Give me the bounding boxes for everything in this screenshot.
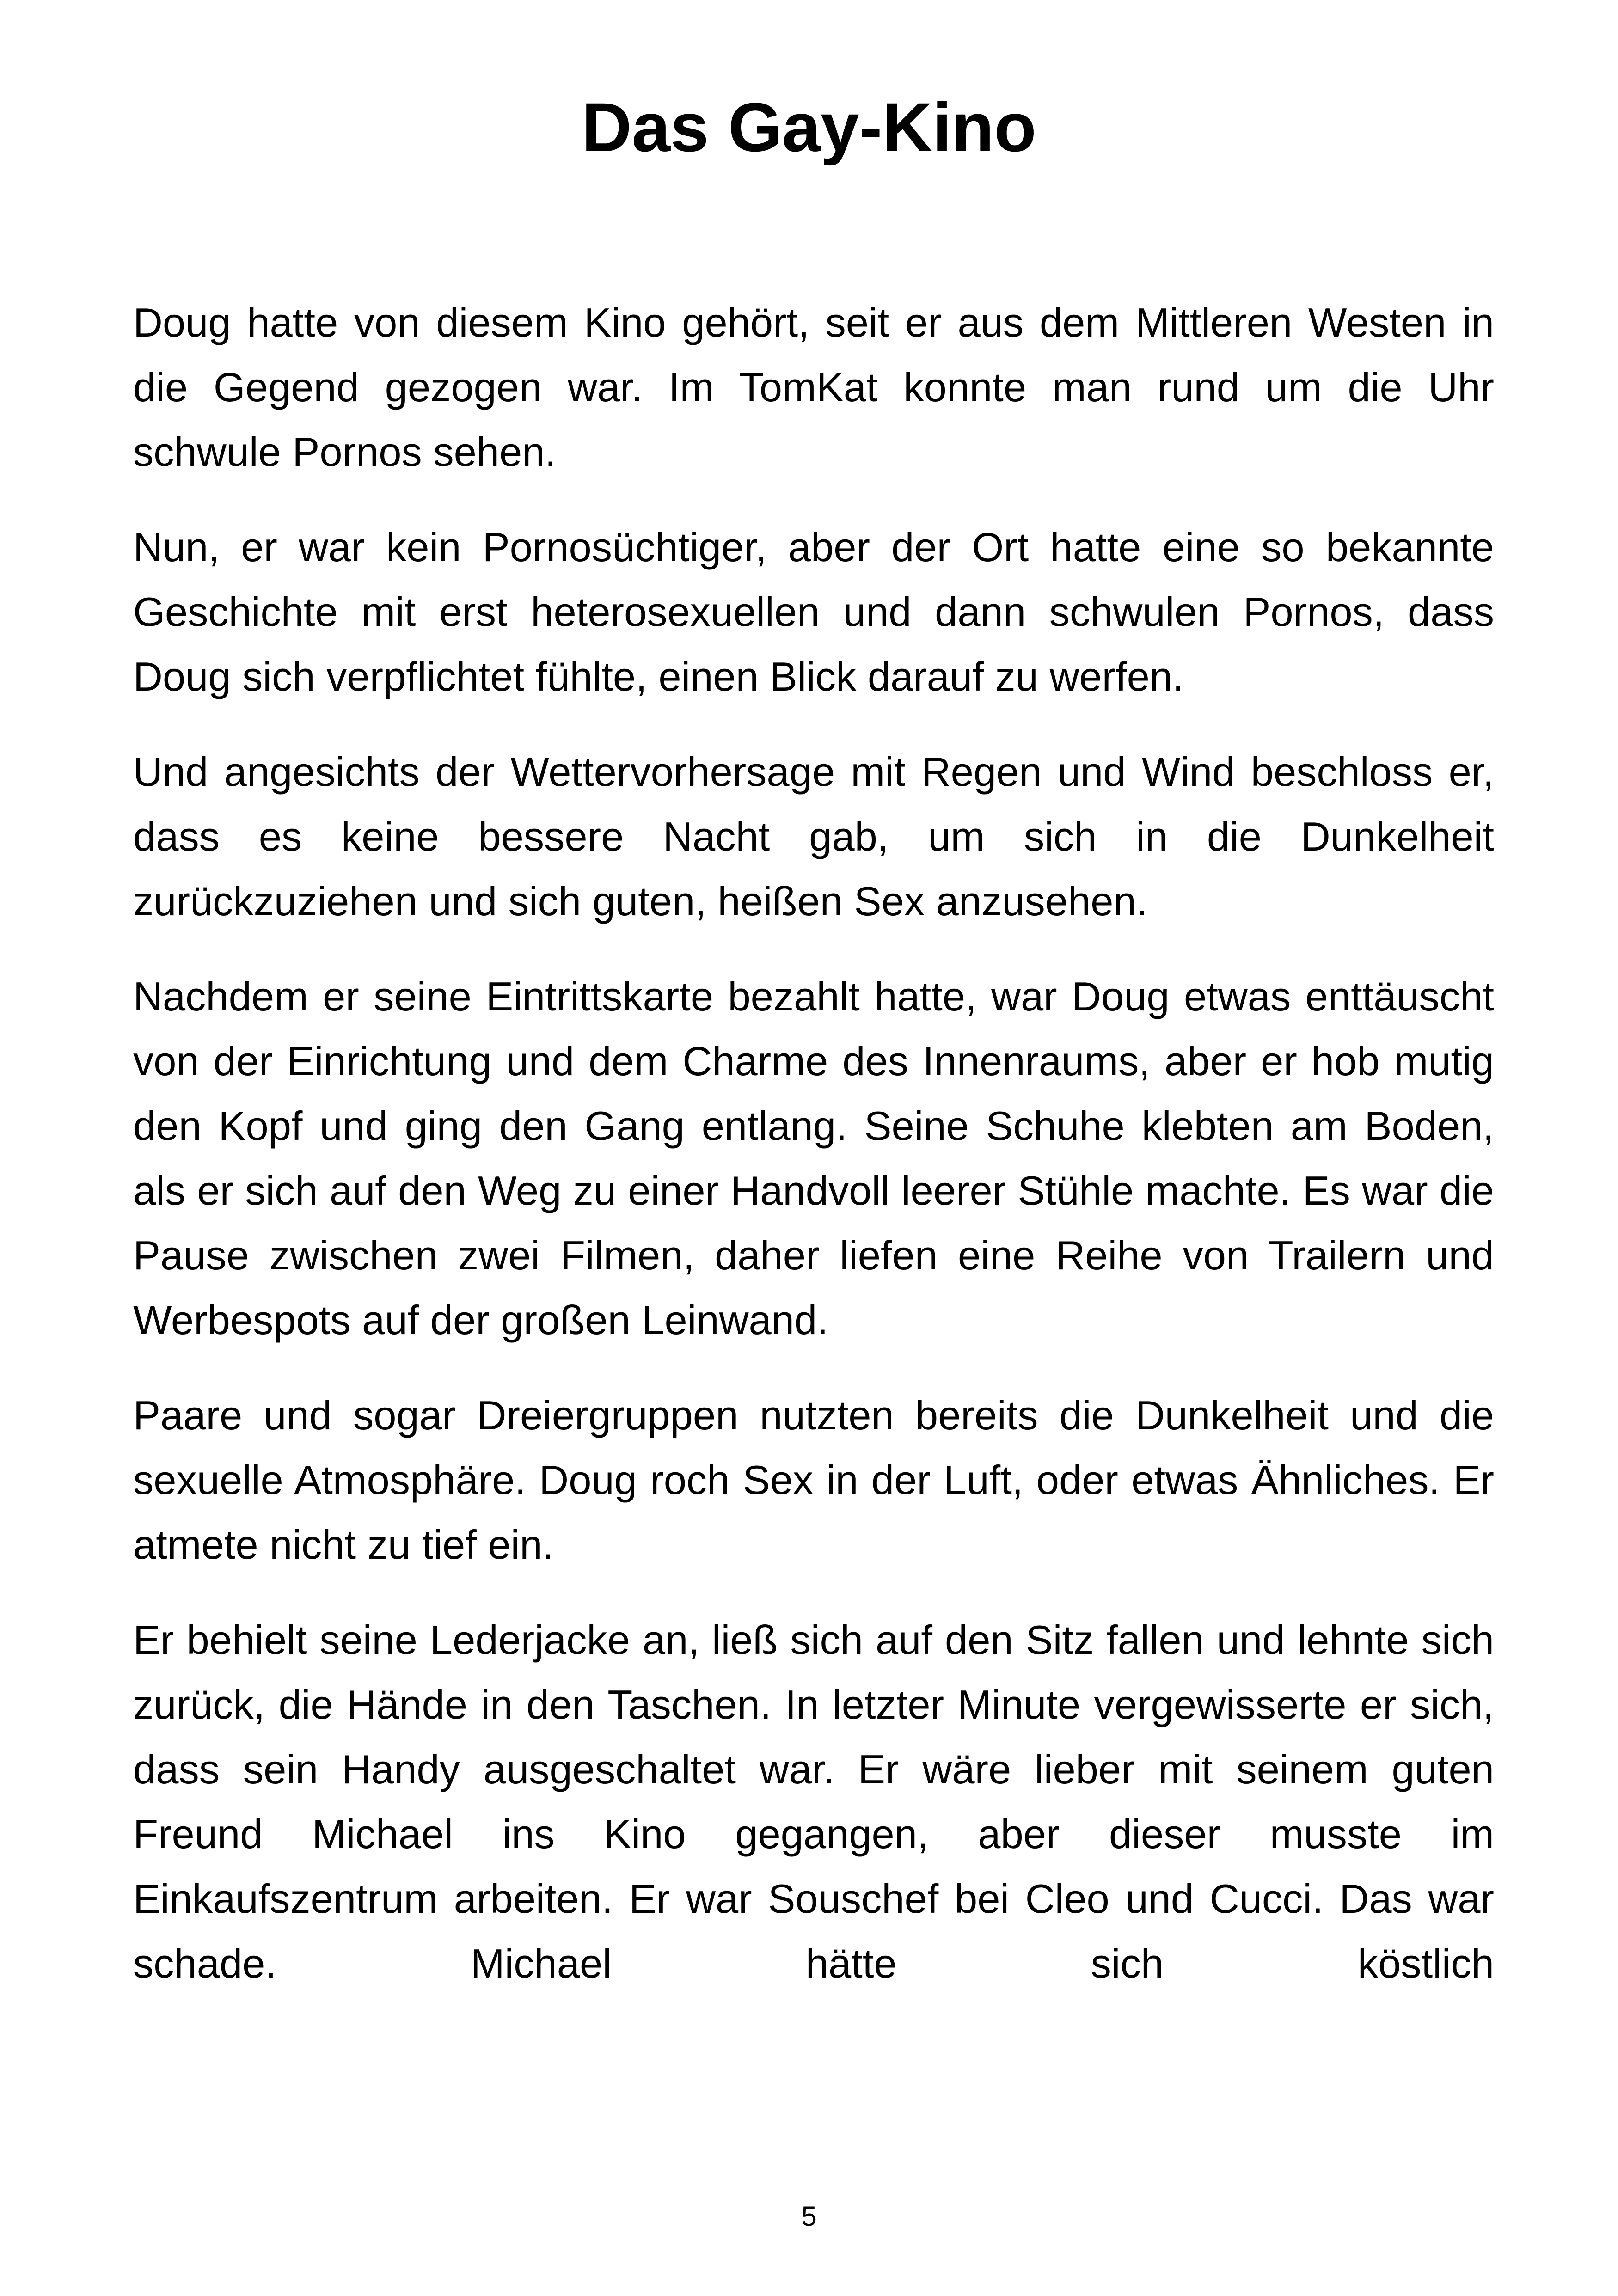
- chapter-title: Das Gay-Kino: [582, 88, 1036, 166]
- paragraph-5: Paare und sogar Dreiergruppen nutzten bereits die Dunkelheit und die sexuelle Atmosphäre. Doug roch Sex in der Luft, oder etwas Ähnliches. Er atmete nicht zu tief ein.: [133, 1392, 1494, 1567]
- paragraph-4: Nachdem er seine Eintrittskarte bezahlt hatte, war Doug etwas enttäuscht von der Einrichtung und dem Charme des Innenraums, aber er hob mutig den Kopf und ging den Gang entlang. Seine Schuhe klebten am Boden, als er sich auf den Weg zu einer Handvoll leerer Stühle machte. Es war die Pause zwischen zwei Filmen, daher liefen eine Reihe von Trailern und Werbespots auf der großen Leinwand.: [133, 974, 1494, 1343]
- body-text: [133, 290, 1494, 1996]
- paragraph-3: Und angesichts der Wettervorhersage mit Regen und Wind beschloss er, dass es keine bessere Nacht gab, um sich in die Dunkelheit zurückzuziehen und sich guten, heißen Sex anzusehen.: [133, 749, 1494, 924]
- paragraph-2: Nun, er war kein Pornosüchtiger, aber der Ort hatte eine so bekannte Geschichte mit erst heterosexuellen und dann schwulen Pornos, dass Doug sich verpflichtet fühlte, einen Blick darauf zu werfen.: [133, 524, 1494, 699]
- paragraph-6: Er behielt seine Lederjacke an, ließ sich auf den Sitz fallen und lehnte sich zurück, die Hände in den Taschen. In letzter Minute vergewisserte er sich, dass sein Handy ausgeschaltet war. Er wäre lieber mit seinem guten Freund Michael ins Kino gegangen, aber dieser musste im Einkaufszentrum arbeiten. Er war Souschef bei Cleo und Cucci. Das war schade. Michael hätte sich köstlich: [133, 1617, 1494, 1986]
- page-number: 5: [801, 2201, 817, 2232]
- paragraph-1: Doug hatte von diesem Kino gehört, seit er aus dem Mittleren Westen in die Gegend gezogen war. Im TomKat konnte man rund um die Uhr schwule Pornos sehen.: [133, 300, 1494, 475]
